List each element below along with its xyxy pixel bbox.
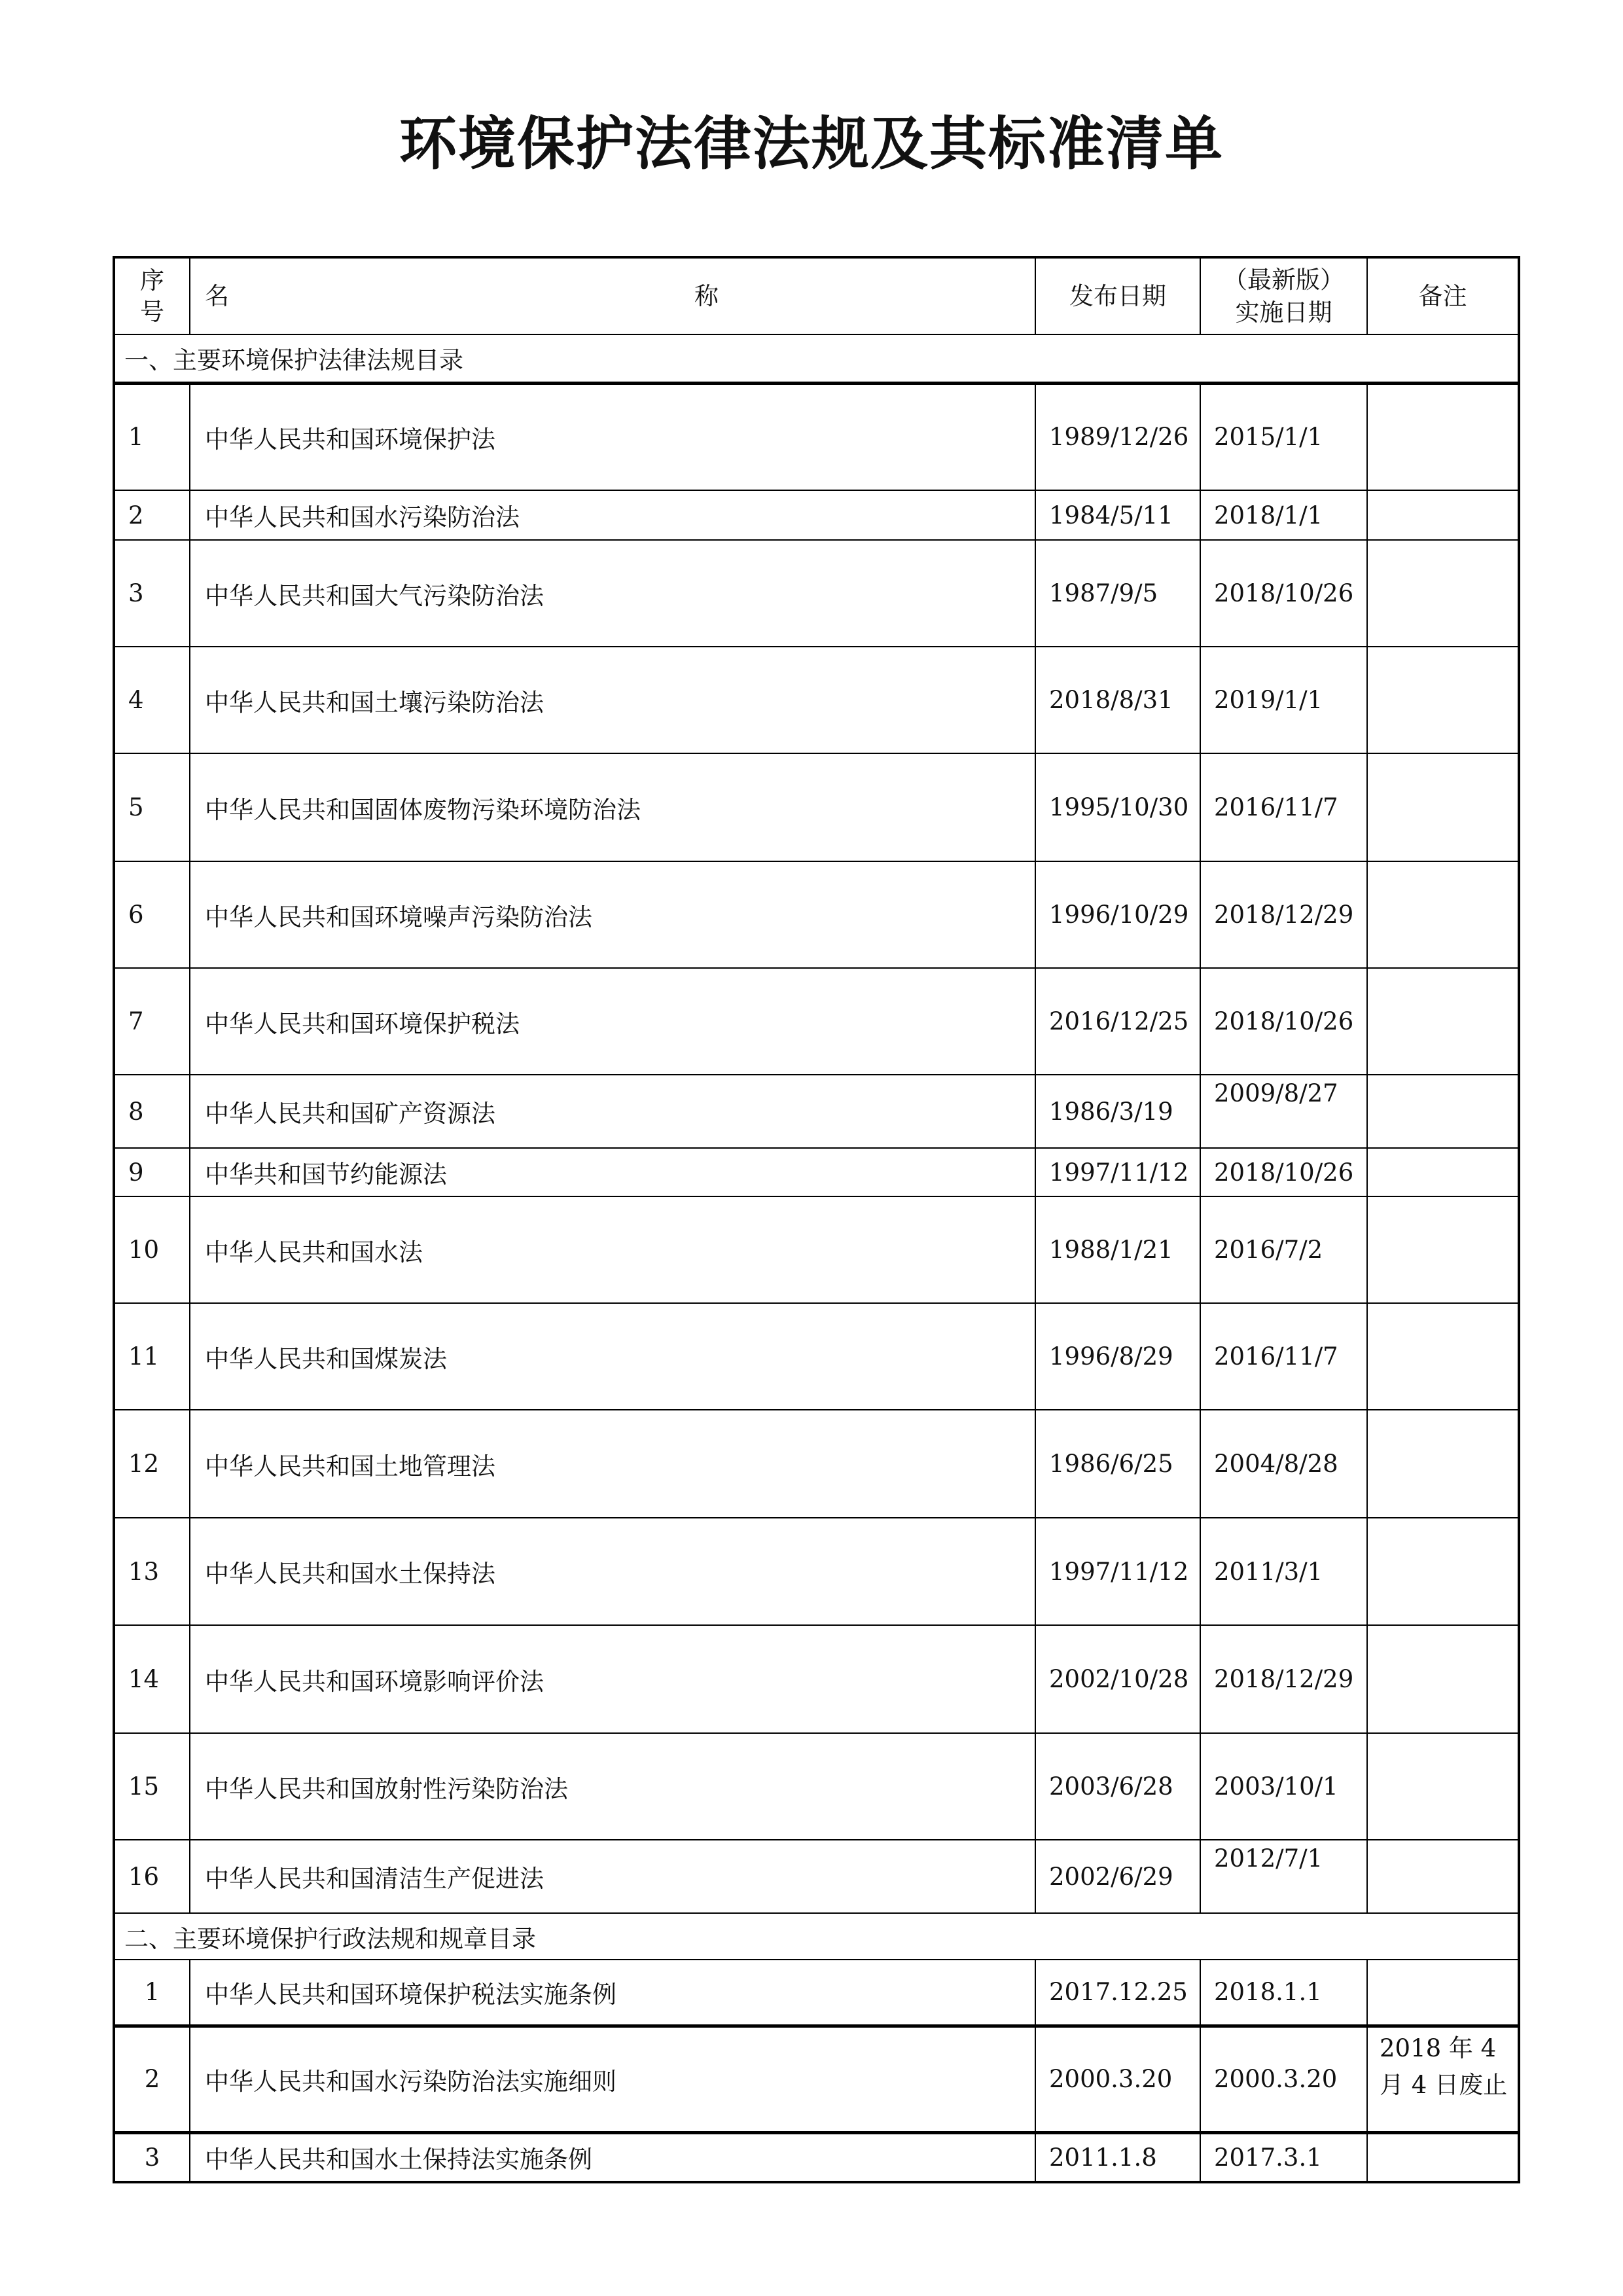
row-publish-date: 1997/11/12 bbox=[1035, 1148, 1200, 1196]
row-number: 2 bbox=[114, 2026, 190, 2132]
row-number: 8 bbox=[114, 1075, 190, 1148]
table-row bbox=[114, 1148, 1519, 1196]
row-effective-date: 2017.3.1 bbox=[1200, 2132, 1367, 2182]
row-note bbox=[1367, 1075, 1519, 1148]
table-row bbox=[114, 968, 1519, 1075]
row-publish-date: 1996/10/29 bbox=[1035, 861, 1200, 968]
row-effective-date: 2015/1/1 bbox=[1200, 383, 1367, 490]
row-number: 14 bbox=[114, 1625, 190, 1733]
row-publish-date: 1986/3/19 bbox=[1035, 1075, 1200, 1148]
row-name: 中华人民共和国水污染防治法 bbox=[190, 490, 1035, 540]
row-number: 15 bbox=[114, 1733, 190, 1840]
table-header-row bbox=[114, 257, 1519, 334]
row-note: 2018 年 4 月 4 日废止 bbox=[1367, 2026, 1519, 2132]
row-number: 13 bbox=[114, 1518, 190, 1625]
table-row bbox=[114, 490, 1519, 540]
row-effective-date: 2004/8/28 bbox=[1200, 1410, 1367, 1518]
row-note bbox=[1367, 1303, 1519, 1410]
row-name: 中华人民共和国环境保护法 bbox=[190, 383, 1035, 490]
regulations-table bbox=[113, 256, 1520, 2183]
row-effective-date: 2012/7/1 bbox=[1200, 1840, 1367, 1913]
table-row bbox=[114, 1303, 1519, 1410]
section-header-row bbox=[114, 334, 1519, 383]
row-publish-date: 1997/11/12 bbox=[1035, 1518, 1200, 1625]
header-effective-line2: 实施日期 bbox=[1235, 298, 1332, 327]
header-publish-date: 发布日期 bbox=[1035, 257, 1200, 334]
row-effective-date: 2018.1.1 bbox=[1200, 1960, 1367, 2026]
row-name: 中华共和国节约能源法 bbox=[190, 1148, 1035, 1196]
row-number: 3 bbox=[114, 2132, 190, 2182]
table-row bbox=[114, 1196, 1519, 1303]
row-name: 中华人民共和国环境影响评价法 bbox=[190, 1625, 1035, 1733]
section-title: 二、主要环境保护行政法规和规章目录 bbox=[114, 1913, 1519, 1960]
table-row bbox=[114, 1518, 1519, 1625]
row-effective-date: 2000.3.20 bbox=[1200, 2026, 1367, 2132]
row-publish-date: 1989/12/26 bbox=[1035, 383, 1200, 490]
row-publish-date: 1996/8/29 bbox=[1035, 1303, 1200, 1410]
row-publish-date: 1987/9/5 bbox=[1035, 540, 1200, 647]
row-number: 7 bbox=[114, 968, 190, 1075]
row-number: 3 bbox=[114, 540, 190, 647]
row-effective-date: 2016/7/2 bbox=[1200, 1196, 1367, 1303]
row-number: 12 bbox=[114, 1410, 190, 1518]
row-note bbox=[1367, 968, 1519, 1075]
row-note bbox=[1367, 1148, 1519, 1196]
row-number: 1 bbox=[114, 1960, 190, 2026]
table-row bbox=[114, 1960, 1519, 2026]
row-number: 2 bbox=[114, 490, 190, 540]
header-name-right: 称 bbox=[694, 281, 719, 310]
table-row bbox=[114, 1410, 1519, 1518]
row-note bbox=[1367, 1840, 1519, 1913]
row-publish-date: 2011.1.8 bbox=[1035, 2132, 1200, 2182]
section-title: 一、主要环境保护法律法规目录 bbox=[114, 334, 1519, 383]
row-note bbox=[1367, 1960, 1519, 2026]
row-publish-date: 2002/10/28 bbox=[1035, 1625, 1200, 1733]
row-effective-date: 2018/10/26 bbox=[1200, 1148, 1367, 1196]
row-effective-date: 2018/1/1 bbox=[1200, 490, 1367, 540]
row-name: 中华人民共和国环境保护税法 bbox=[190, 968, 1035, 1075]
row-name: 中华人民共和国水法 bbox=[190, 1196, 1035, 1303]
row-effective-date: 2016/11/7 bbox=[1200, 1303, 1367, 1410]
row-note bbox=[1367, 753, 1519, 861]
row-name: 中华人民共和国水污染防治法实施细则 bbox=[190, 2026, 1035, 2132]
table-row bbox=[114, 861, 1519, 968]
row-publish-date: 2003/6/28 bbox=[1035, 1733, 1200, 1840]
header-seq: 序号 bbox=[114, 257, 190, 334]
row-number: 10 bbox=[114, 1196, 190, 1303]
row-publish-date: 1995/10/30 bbox=[1035, 753, 1200, 861]
table-row bbox=[114, 383, 1519, 490]
document-title: 环境保护法律法规及其标准清单 bbox=[399, 110, 1224, 177]
header-note: 备注 bbox=[1367, 257, 1519, 334]
row-note bbox=[1367, 2132, 1519, 2182]
table-row bbox=[114, 1075, 1519, 1148]
row-publish-date: 2002/6/29 bbox=[1035, 1840, 1200, 1913]
row-note bbox=[1367, 647, 1519, 753]
row-name: 中华人民共和国固体废物污染环境防治法 bbox=[190, 753, 1035, 861]
row-name: 中华人民共和国矿产资源法 bbox=[190, 1075, 1035, 1148]
header-name bbox=[190, 257, 1035, 334]
table-row bbox=[114, 2026, 1519, 2132]
row-name: 中华人民共和国大气污染防治法 bbox=[190, 540, 1035, 647]
row-number: 6 bbox=[114, 861, 190, 968]
table-row bbox=[114, 753, 1519, 861]
row-effective-date: 2003/10/1 bbox=[1200, 1733, 1367, 1840]
row-effective-date: 2009/8/27 bbox=[1200, 1075, 1367, 1148]
row-number: 1 bbox=[114, 383, 190, 490]
header-effective-date bbox=[1200, 257, 1367, 334]
header-name-left: 名 bbox=[205, 281, 229, 310]
row-name: 中华人民共和国放射性污染防治法 bbox=[190, 1733, 1035, 1840]
row-publish-date: 1988/1/21 bbox=[1035, 1196, 1200, 1303]
row-effective-date: 2011/3/1 bbox=[1200, 1518, 1367, 1625]
row-effective-date: 2018/12/29 bbox=[1200, 1625, 1367, 1733]
row-name: 中华人民共和国环境噪声污染防治法 bbox=[190, 861, 1035, 968]
row-note bbox=[1367, 490, 1519, 540]
row-name: 中华人民共和国环境保护税法实施条例 bbox=[190, 1960, 1035, 2026]
section-header-row bbox=[114, 1913, 1519, 1960]
row-name: 中华人民共和国土壤污染防治法 bbox=[190, 647, 1035, 753]
row-publish-date: 1984/5/11 bbox=[1035, 490, 1200, 540]
row-publish-date: 1986/6/25 bbox=[1035, 1410, 1200, 1518]
table-row bbox=[114, 1733, 1519, 1840]
row-effective-date: 2016/11/7 bbox=[1200, 753, 1367, 861]
row-publish-date: 2018/8/31 bbox=[1035, 647, 1200, 753]
row-effective-date: 2018/10/26 bbox=[1200, 540, 1367, 647]
row-note bbox=[1367, 540, 1519, 647]
row-name: 中华人民共和国土地管理法 bbox=[190, 1410, 1035, 1518]
row-number: 16 bbox=[114, 1840, 190, 1913]
row-note bbox=[1367, 1518, 1519, 1625]
table-row bbox=[114, 2132, 1519, 2182]
row-note bbox=[1367, 1410, 1519, 1518]
row-effective-date: 2018/12/29 bbox=[1200, 861, 1367, 968]
row-effective-date: 2018/10/26 bbox=[1200, 968, 1367, 1075]
row-note bbox=[1367, 861, 1519, 968]
row-name: 中华人民共和国水土保持法实施条例 bbox=[190, 2132, 1035, 2182]
row-number: 5 bbox=[114, 753, 190, 861]
row-name: 中华人民共和国水土保持法 bbox=[190, 1518, 1035, 1625]
row-note bbox=[1367, 1733, 1519, 1840]
row-note bbox=[1367, 1196, 1519, 1303]
row-note bbox=[1367, 383, 1519, 490]
header-effective-line1: （最新版） bbox=[1223, 265, 1344, 294]
row-number: 9 bbox=[114, 1148, 190, 1196]
table-row bbox=[114, 647, 1519, 753]
row-publish-date: 2017.12.25 bbox=[1035, 1960, 1200, 2026]
row-publish-date: 2016/12/25 bbox=[1035, 968, 1200, 1075]
table-row bbox=[114, 1840, 1519, 1913]
table-row bbox=[114, 1625, 1519, 1733]
row-name: 中华人民共和国清洁生产促进法 bbox=[190, 1840, 1035, 1913]
row-number: 11 bbox=[114, 1303, 190, 1410]
table-row bbox=[114, 540, 1519, 647]
row-effective-date: 2019/1/1 bbox=[1200, 647, 1367, 753]
row-name: 中华人民共和国煤炭法 bbox=[190, 1303, 1035, 1410]
row-publish-date: 2000.3.20 bbox=[1035, 2026, 1200, 2132]
row-number: 4 bbox=[114, 647, 190, 753]
row-note bbox=[1367, 1625, 1519, 1733]
